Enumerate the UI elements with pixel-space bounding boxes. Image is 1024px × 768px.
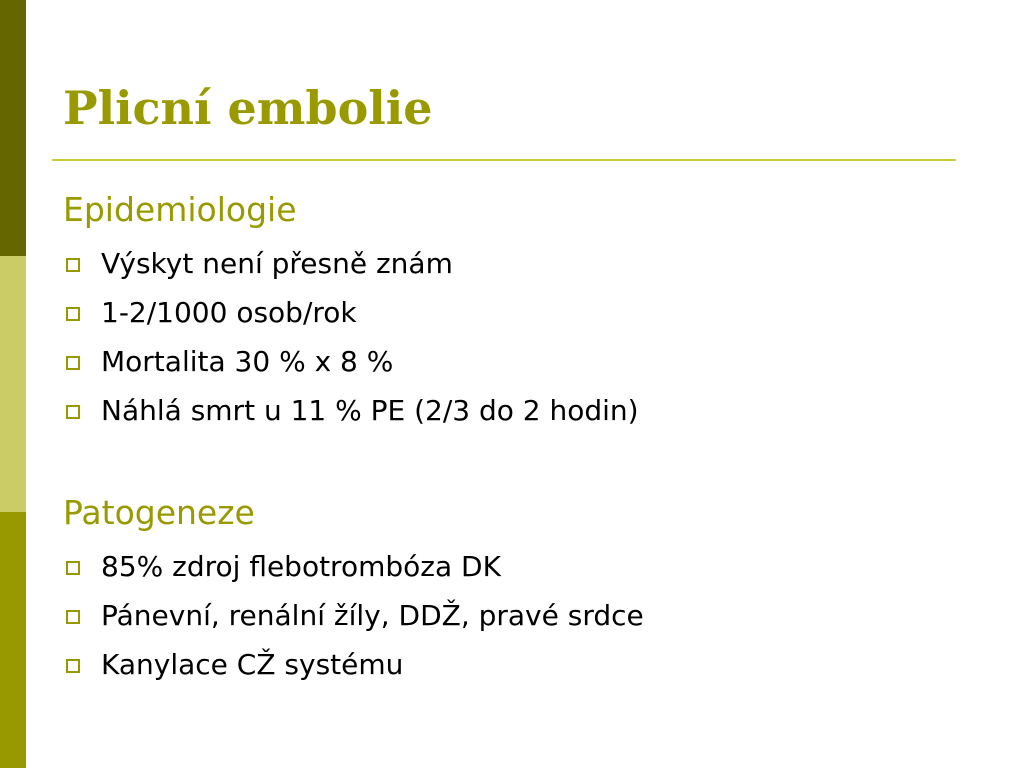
section-heading-pathogenesis: Patogeneze: [63, 493, 255, 532]
list-item: [66, 386, 639, 435]
list-item-text: Mortalita 30 % x 8 %: [101, 345, 394, 378]
square-bullet-icon: [66, 258, 80, 272]
list-item-text: Pánevní, renální žíly, DDŽ, pravé srdce: [101, 599, 644, 632]
list-item-text: Náhlá smrt u 11 % PE (2/3 do 2 hodin): [101, 394, 639, 427]
title-divider: [52, 159, 956, 161]
list-item: [66, 542, 644, 591]
bullet-list-epidemiology: [66, 239, 639, 435]
square-bullet-icon: [66, 356, 80, 370]
bullet-list-pathogenesis: [66, 542, 644, 689]
list-item: [66, 337, 639, 386]
section-heading-epidemiology: Epidemiologie: [63, 190, 297, 229]
square-bullet-icon: [66, 561, 80, 575]
list-item: [66, 288, 639, 337]
list-item-text: Výskyt není přesně znám: [101, 247, 453, 280]
list-item: [66, 591, 644, 640]
list-item: [66, 640, 644, 689]
square-bullet-icon: [66, 610, 80, 624]
square-bullet-icon: [66, 405, 80, 419]
decorative-side-bar: [0, 0, 26, 768]
side-bar-segment-dark: [0, 0, 26, 256]
slide-title: Plicní embolie: [63, 81, 433, 135]
list-item: [66, 239, 639, 288]
list-item-text: Kanylace CŽ systému: [101, 648, 404, 681]
side-bar-segment-light: [0, 256, 26, 512]
list-item-text: 85% zdroj flebotrombóza DK: [101, 550, 501, 583]
square-bullet-icon: [66, 307, 80, 321]
side-bar-segment-mid: [0, 512, 26, 768]
list-item-text: 1-2/1000 osob/rok: [101, 296, 357, 329]
square-bullet-icon: [66, 659, 80, 673]
